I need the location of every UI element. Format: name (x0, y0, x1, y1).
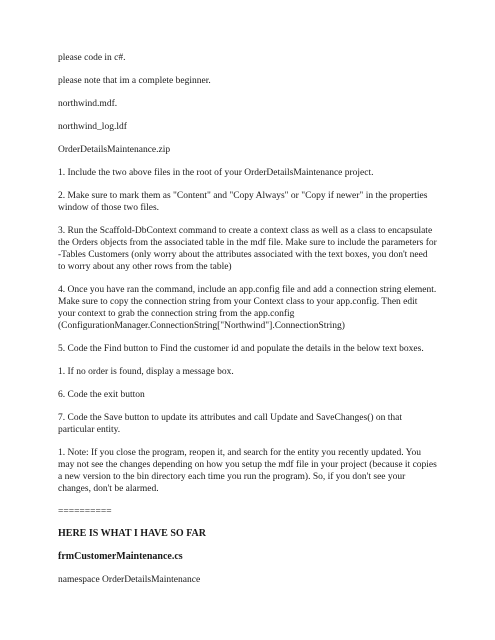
code-line: namespace OrderDetailsMaintenance (58, 575, 201, 585)
step-3: 3. Run the Scaffold-DbContext command to create a context class as well as a class to encapsulate the Orders objects from the associated table in the mdf file. Make sure to include the parameters for -Tables Customers (only worry about the attributes associated with the text boxes, you don't need to worry about any other rows from the table) (58, 226, 437, 272)
step-6: 6. Code the exit button (58, 390, 145, 400)
section-heading: HERE IS WHAT I HAVE SO FAR (58, 528, 207, 539)
paragraph: northwind.mdf. (58, 99, 118, 109)
paragraph: northwind_log.ldf (58, 122, 127, 132)
step-5: 5. Code the Find button to Find the customer id and populate the details in the below text boxes. (58, 344, 424, 354)
step-7: 7. Code the Save button to update its attributes and call Update and SaveChanges() on that particular entity. (58, 413, 403, 435)
step-2: 2. Make sure to mark them as "Content" and "Copy Always" or "Copy if newer" in the properties window of those two files. (58, 191, 428, 213)
step-1: 1. Include the two above files in the root of your OrderDetailsMaintenance project. (58, 168, 374, 178)
substep-no-order: 1. If no order is found, display a message box. (58, 367, 234, 377)
note-paragraph: 1. Note: If you close the program, reopen it, and search for the entity you recently updated. You may not see the changes depending on how you setup the mdf file in your project (because it copies a new version to the bin directory each time you run the program). So, if you don't see your changes, don't be alarmed. (58, 448, 437, 494)
paragraph: OrderDetailsMaintenance.zip (58, 145, 171, 155)
step-4: 4. Once you have ran the command, include an app.config file and add a connection string element. Make sure to copy the connection string from your Context class to your app.config. Then edit your context to grab the connection string from the app.config (ConfigurationManager.ConnectionString["Northwind"].ConnectionString) (58, 285, 437, 331)
paragraph: please note that im a complete beginner. (58, 76, 211, 86)
separator-rule: ========== (58, 507, 112, 517)
paragraph: please code in c#. (58, 53, 126, 63)
file-name-heading: frmCustomerMaintenance.cs (58, 551, 183, 562)
